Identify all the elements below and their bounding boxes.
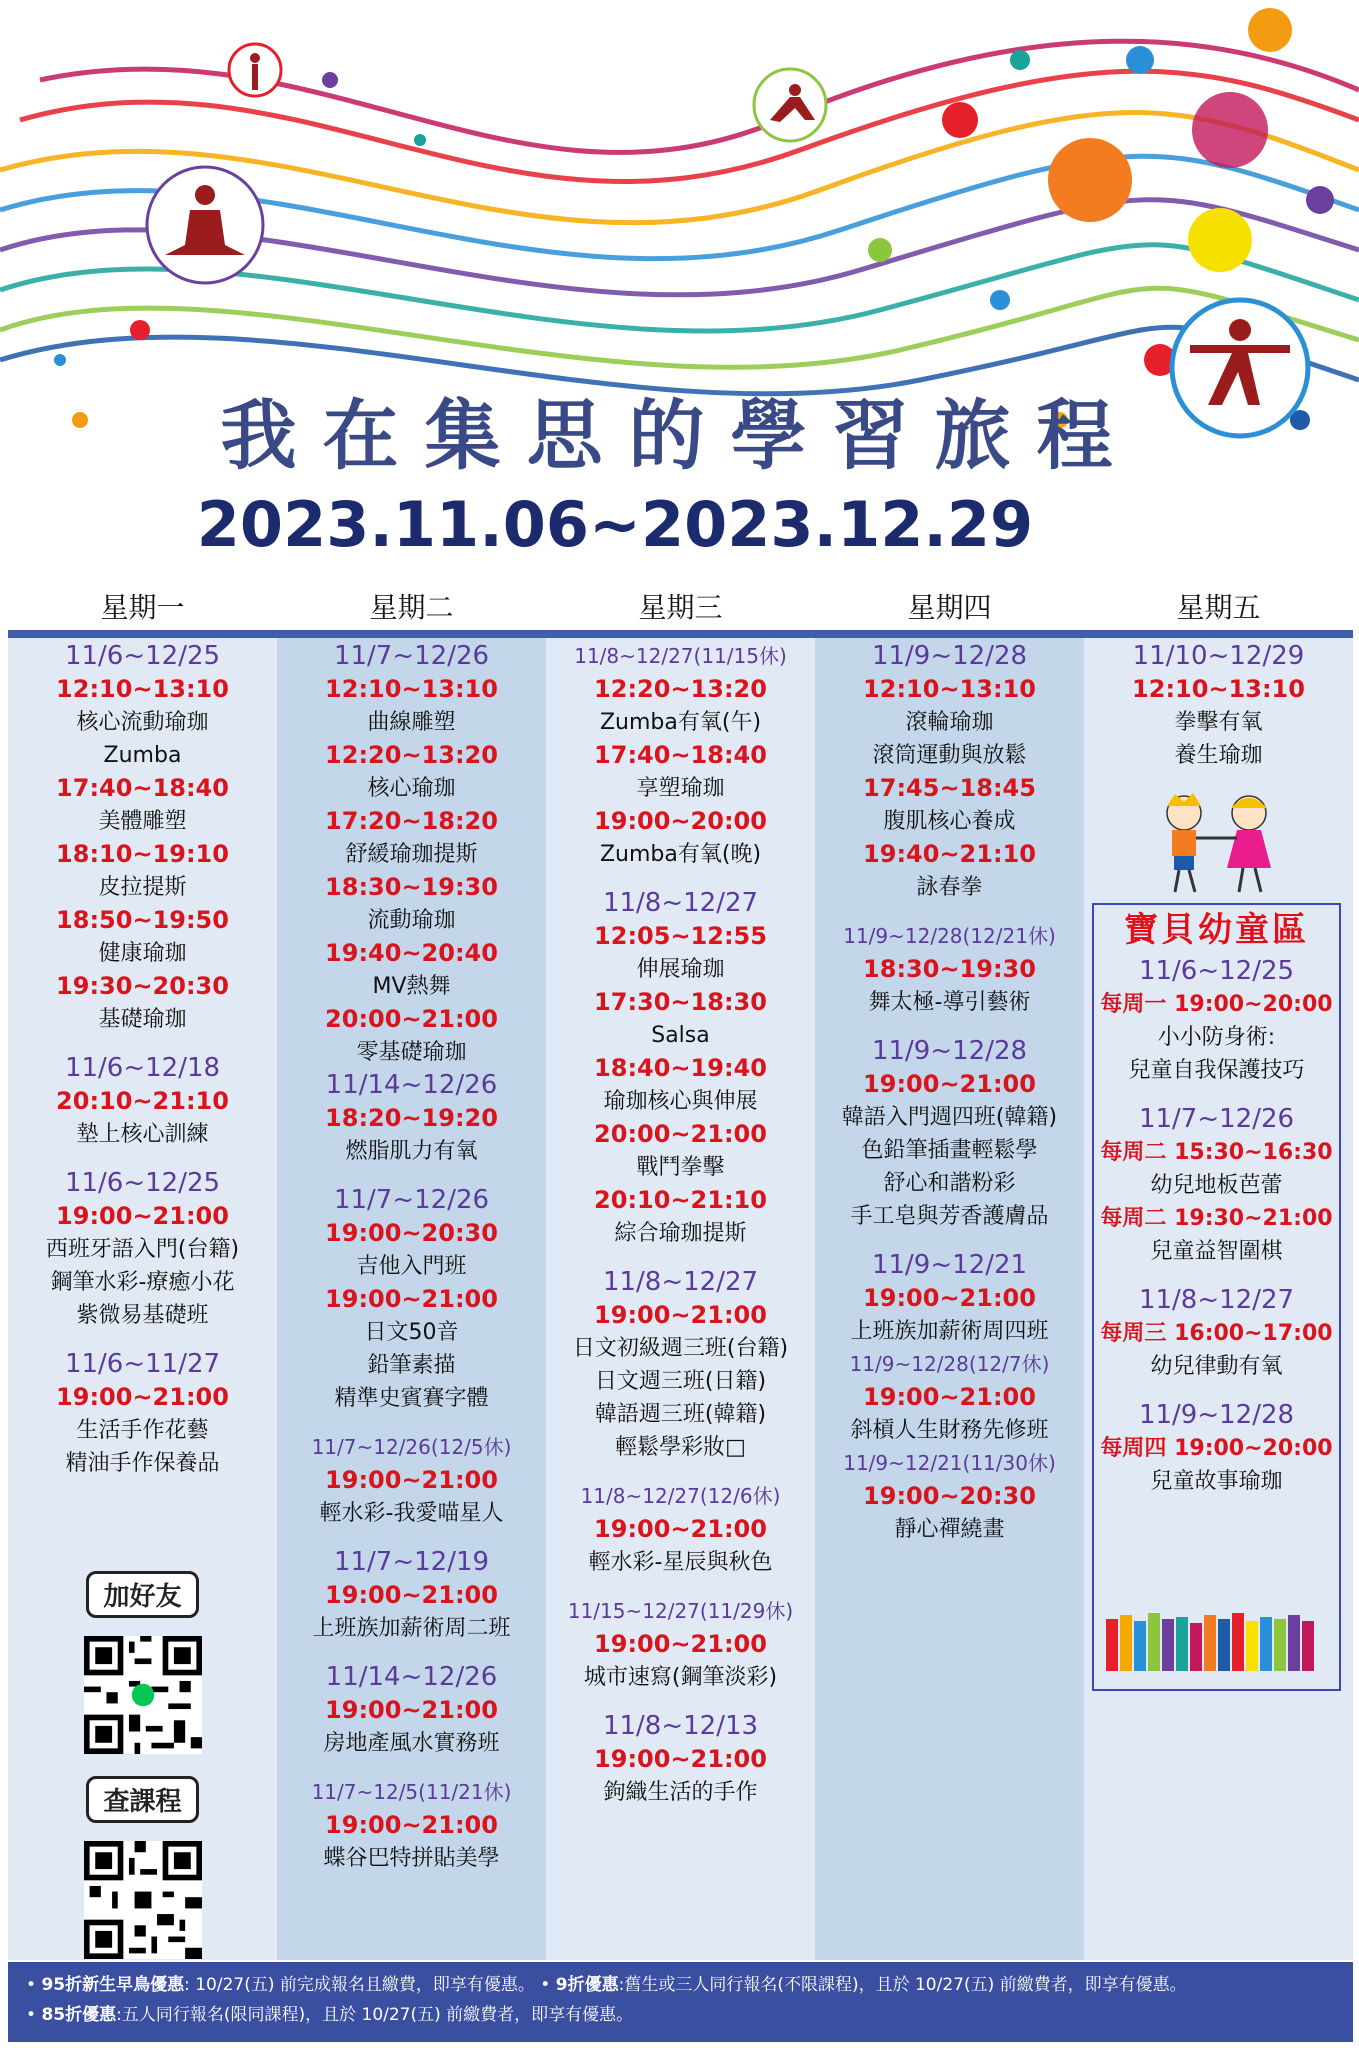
- date-range-label: 11/15~12/27(11/29休): [567, 1599, 794, 1623]
- spacer: [546, 1464, 815, 1480]
- spacer: [8, 1332, 277, 1348]
- course-name: 房地產風水實務班: [323, 1731, 500, 1756]
- time-slot: 18:40~19:40: [594, 1054, 767, 1082]
- course-name: 舒緩瑜珈提斯: [345, 842, 478, 867]
- course-name: 精準史賓賽字體: [334, 1386, 489, 1411]
- course-name: 日文週三班(日籍): [594, 1369, 767, 1394]
- warrior-pose-icon: [754, 69, 826, 141]
- time-slot: 12:10~13:10: [863, 675, 1036, 703]
- date-range: 2023.11.06~2023.12.29: [196, 488, 1034, 561]
- date-range-label: 11/7~12/26(12/5休): [311, 1435, 512, 1459]
- course-name: 滾輪瑜珈: [905, 710, 994, 735]
- time-slot: 19:00~21:00: [863, 1383, 1036, 1411]
- date-range-label: 11/9~12/28: [871, 1036, 1028, 1066]
- time-slot: 17:20~18:20: [325, 807, 498, 835]
- time-slot: 17:40~18:40: [56, 774, 229, 802]
- course-name: 斜槓人生財務先修班: [850, 1418, 1049, 1443]
- date-range-label: 11/6~12/25: [64, 1168, 221, 1198]
- spacer: [8, 1036, 277, 1052]
- course-name: 美體雕塑: [98, 809, 187, 834]
- time-slot: 19:40~20:40: [325, 939, 498, 967]
- course-name: 精油手作保養品: [65, 1451, 220, 1476]
- time-slot: 每周一 19:00~20:00: [1100, 992, 1333, 1017]
- course-name: 輕鬆學彩妝□: [615, 1435, 746, 1460]
- course-name: 墊上核心訓練: [76, 1122, 209, 1147]
- column-wednesday: [546, 638, 815, 1960]
- header-divider: [8, 630, 1353, 638]
- time-slot: 19:40~21:10: [863, 840, 1036, 868]
- course-name: 輕水彩-星辰與秋色: [588, 1550, 773, 1575]
- time-slot: 12:10~13:10: [325, 675, 498, 703]
- date-range-label: 11/6~12/25: [64, 641, 221, 671]
- books-illustration: [1106, 1611, 1326, 1671]
- date-range-label: 11/6~11/27: [64, 1349, 221, 1379]
- column-friday: [1084, 638, 1353, 1960]
- date-range-label: 11/7~12/26: [1138, 1104, 1295, 1134]
- time-slot: 19:00~21:00: [325, 1811, 498, 1839]
- date-range-label: 11/6~12/25: [1138, 956, 1295, 986]
- day-header-mon: 星期一: [100, 591, 185, 624]
- course-name: 燃脂肌力有氧: [345, 1139, 478, 1164]
- course-name: 韓語入門週四班(韓籍): [841, 1105, 1058, 1130]
- time-slot: 18:10~19:10: [56, 840, 229, 868]
- course-name: 輕水彩-我愛喵星人: [319, 1501, 504, 1526]
- day-header-wed: 星期三: [638, 591, 723, 624]
- course-name: 幼兒地板芭蕾: [1150, 1173, 1283, 1198]
- spacer: [815, 904, 1084, 920]
- schedule-columns: [8, 638, 1353, 1960]
- time-slot: 19:00~21:00: [594, 1630, 767, 1658]
- kids-illustration: [1139, 788, 1299, 898]
- time-slot: 19:00~21:00: [594, 1745, 767, 1773]
- date-range-label: 11/9~12/21(11/30休): [843, 1451, 1056, 1475]
- group-discount-label: 9折優惠: [555, 1975, 619, 1995]
- course-name: 韓語週三班(韓籍): [594, 1402, 767, 1427]
- course-name: 綜合瑜珈提斯: [614, 1221, 747, 1246]
- course-name: 享塑瑜珈: [636, 776, 725, 801]
- day-header-thu: 星期四: [907, 591, 992, 624]
- date-range-label: 11/8~12/27(12/6休): [580, 1484, 781, 1508]
- time-slot: 19:00~21:00: [863, 1284, 1036, 1312]
- column-monday: [8, 638, 277, 1960]
- time-slot: 19:00~21:00: [325, 1285, 498, 1313]
- spacer: [277, 1645, 546, 1661]
- course-name: 上班族加薪術周二班: [312, 1616, 511, 1641]
- course-name: 幼兒律動有氧: [1150, 1354, 1283, 1379]
- time-slot: 17:30~18:30: [594, 988, 767, 1016]
- time-slot: 19:00~21:00: [325, 1581, 498, 1609]
- course-name: Zumba: [103, 743, 182, 768]
- course-name: 日文初級週三班(台籍): [572, 1336, 789, 1361]
- course-name: Salsa: [651, 1023, 710, 1048]
- date-range-label: 11/14~12/26: [325, 1070, 498, 1100]
- time-slot: 19:00~21:00: [325, 1466, 498, 1494]
- course-name: 靜心禪繞畫: [894, 1517, 1005, 1542]
- footer-line-1: • 95折新生早鳥優惠: 10/27(五) 前完成報名且繳費，即享有優惠。 • 9折優惠:舊生或三人同行報名(不限課程)，且於 10/27(五) 前繳費者，即享有優惠。: [26, 1975, 1187, 1995]
- date-range-label: 11/8~12/27: [1138, 1285, 1295, 1315]
- course-name: 流動瑜珈: [367, 908, 456, 933]
- date-range-label: 11/9~12/28(12/7休): [849, 1352, 1050, 1376]
- course-name: 生活手作花藝: [76, 1418, 209, 1443]
- course-name: Zumba有氧(晚): [599, 842, 762, 867]
- course-name: 色鉛筆插畫輕鬆學: [861, 1138, 1038, 1163]
- course-name: 健康瑜珈: [98, 941, 187, 966]
- weekday-header-row: [8, 588, 1353, 628]
- page-title: 我在集思的學習旅程: [220, 391, 1139, 480]
- column-tuesday: [277, 638, 546, 1960]
- course-name: 詠春拳: [916, 875, 983, 900]
- time-slot: 20:00~21:00: [325, 1005, 498, 1033]
- check-courses-button[interactable]: 查課程: [86, 1776, 198, 1823]
- spacer: [546, 1579, 815, 1595]
- time-slot: 18:20~19:20: [325, 1104, 498, 1132]
- date-range-label: 11/8~12/27(11/15休): [574, 644, 787, 668]
- time-slot: 20:10~21:10: [56, 1087, 229, 1115]
- time-slot: 18:30~19:30: [325, 873, 498, 901]
- date-range-label: 11/14~12/26: [325, 1662, 498, 1692]
- course-name: 零基礎瑜珈: [356, 1040, 467, 1065]
- course-name: 紫微易基礎班: [76, 1303, 209, 1328]
- time-slot: 19:30~20:30: [56, 972, 229, 1000]
- date-range-label: 11/9~12/28: [871, 641, 1028, 671]
- time-slot: 12:10~13:10: [56, 675, 229, 703]
- course-name: 鉤織生活的手作: [603, 1780, 758, 1805]
- day-header-tue: 星期二: [369, 591, 454, 624]
- time-slot: 19:00~21:00: [56, 1202, 229, 1230]
- date-range-label: 11/7~12/26: [333, 641, 490, 671]
- footer-line-2: • 85折優惠:五人同行報名(限同課程)，且於 10/27(五) 前繳費者，即享有優惠。: [26, 2005, 634, 2025]
- course-name: 鋼筆水彩-療癒小花: [50, 1270, 235, 1295]
- five-person-label: 85折優惠: [41, 2005, 117, 2025]
- time-slot: 19:00~20:30: [863, 1482, 1036, 1510]
- spacer: [546, 1694, 815, 1710]
- date-range-label: 11/10~12/29: [1132, 641, 1305, 671]
- time-slot: 每周四 19:00~20:00: [1100, 1436, 1333, 1461]
- spacer: [1094, 1383, 1339, 1399]
- spacer: [8, 1151, 277, 1167]
- course-name: 上班族加薪術周四班: [850, 1319, 1049, 1344]
- course-name: 兒童故事瑜珈: [1150, 1469, 1283, 1494]
- course-name: 核心流動瑜珈: [76, 710, 209, 735]
- time-slot: 17:45~18:45: [863, 774, 1036, 802]
- yoga-pose-icon: [229, 44, 281, 96]
- date-range-label: 11/9~12/28(12/21休): [843, 924, 1056, 948]
- early-bird-label: 95折新生早鳥優惠: [41, 1975, 185, 1995]
- spacer: [1094, 1087, 1339, 1103]
- spacer: [546, 1250, 815, 1266]
- spacer: [277, 1415, 546, 1431]
- date-range-label: 11/6~12/18: [64, 1053, 221, 1083]
- course-name: 舞太極-導引藝術: [868, 990, 1031, 1015]
- time-slot: 12:20~13:20: [325, 741, 498, 769]
- kids-zone-title: 寶貝幼童區: [1124, 910, 1309, 950]
- spacer: [277, 1760, 546, 1776]
- spacer: [815, 1233, 1084, 1249]
- header-banner: [0, 0, 1359, 590]
- line-qr-code[interactable]: [84, 1636, 202, 1754]
- meditation-pose-icon: [147, 167, 263, 283]
- discount-footer: [8, 1962, 1353, 2042]
- time-slot: 19:00~21:00: [863, 1070, 1036, 1098]
- date-range-label: 11/7~12/5(11/21休): [311, 1780, 512, 1804]
- course-name: 兒童自我保護技巧: [1128, 1058, 1305, 1083]
- time-slot: 19:00~21:00: [325, 1696, 498, 1724]
- spacer: [277, 1168, 546, 1184]
- course-name: 核心瑜珈: [367, 776, 456, 801]
- date-range-label: 11/8~12/27: [602, 1267, 759, 1297]
- course-name: 戰鬥拳擊: [636, 1155, 725, 1180]
- course-name: 拳擊有氧: [1174, 710, 1263, 735]
- course-name: 吉他入門班: [356, 1254, 467, 1279]
- course-name: 腹肌核心養成: [883, 809, 1016, 834]
- course-name: 小小防身術:: [1157, 1025, 1276, 1050]
- course-name: 瑜珈核心與伸展: [603, 1089, 758, 1114]
- course-name: 皮拉提斯: [98, 875, 187, 900]
- column-thursday: [815, 638, 1084, 1960]
- course-qr-code[interactable]: [84, 1841, 202, 1959]
- date-range-label: 11/7~12/26: [333, 1185, 490, 1215]
- early-bird-text: : 10/27(五) 前完成報名且繳費，即享有優惠。: [184, 1975, 535, 1995]
- course-name: 舒心和諧粉彩: [883, 1171, 1016, 1196]
- five-person-text: :五人同行報名(限同課程)，且於 10/27(五) 前繳費者，即享有優惠。: [116, 2005, 634, 2025]
- course-name: 養生瑜珈: [1174, 743, 1263, 768]
- spacer: [815, 1019, 1084, 1035]
- date-range-label: 11/9~12/28: [1138, 1400, 1295, 1430]
- time-slot: 18:30~19:30: [863, 955, 1036, 983]
- course-name: 日文50音: [364, 1320, 459, 1345]
- time-slot: 18:50~19:50: [56, 906, 229, 934]
- time-slot: 12:10~13:10: [1132, 675, 1305, 703]
- time-slot: 每周二 15:30~16:30: [1100, 1140, 1333, 1165]
- course-name: 基礎瑜珈: [98, 1007, 187, 1032]
- course-name: 兒童益智圍棋: [1150, 1239, 1283, 1264]
- time-slot: 17:40~18:40: [594, 741, 767, 769]
- time-slot: 19:00~21:00: [56, 1383, 229, 1411]
- time-slot: 20:10~21:10: [594, 1186, 767, 1214]
- course-name: 手工皂與芳香護膚品: [850, 1204, 1049, 1229]
- spacer: [277, 1530, 546, 1546]
- date-range-label: 11/9~12/21: [871, 1250, 1028, 1280]
- time-slot: 12:05~12:55: [594, 922, 767, 950]
- course-name: 城市速寫(鋼筆淡彩): [583, 1665, 778, 1690]
- time-slot: 19:00~21:00: [594, 1301, 767, 1329]
- course-name: 西班牙語入門(台籍): [45, 1237, 240, 1262]
- spacer: [546, 871, 815, 887]
- day-header-fri: 星期五: [1176, 591, 1261, 624]
- date-range-label: 11/8~12/13: [602, 1711, 759, 1741]
- time-slot: 19:00~21:00: [594, 1515, 767, 1543]
- course-name: 曲線雕塑: [367, 710, 456, 735]
- time-slot: 每周三 16:00~17:00: [1100, 1321, 1333, 1346]
- course-name: 蝶谷巴特拼貼美學: [323, 1846, 500, 1871]
- course-name: MV熱舞: [372, 974, 451, 999]
- course-name: Zumba有氧(午): [599, 710, 762, 735]
- date-range-label: 11/8~12/27: [602, 888, 759, 918]
- time-slot: 19:00~20:30: [325, 1219, 498, 1247]
- kids-zone: [1092, 903, 1341, 1691]
- qr-area: [8, 1553, 277, 1959]
- date-range-label: 11/7~12/19: [333, 1547, 490, 1577]
- add-friend-button[interactable]: 加好友: [86, 1571, 198, 1618]
- course-name: 滾筒運動與放鬆: [872, 743, 1027, 768]
- course-name: 伸展瑜珈: [636, 957, 725, 982]
- course-name: 鉛筆素描: [367, 1353, 456, 1378]
- group-discount-text: :舊生或三人同行報名(不限課程)，且於 10/27(五) 前繳費者，即享有優惠。: [618, 1975, 1187, 1995]
- time-slot: 19:00~20:00: [594, 807, 767, 835]
- time-slot: 每周二 19:30~21:00: [1100, 1206, 1333, 1231]
- spacer: [1094, 1268, 1339, 1284]
- time-slot: 20:00~21:00: [594, 1120, 767, 1148]
- time-slot: 12:20~13:20: [594, 675, 767, 703]
